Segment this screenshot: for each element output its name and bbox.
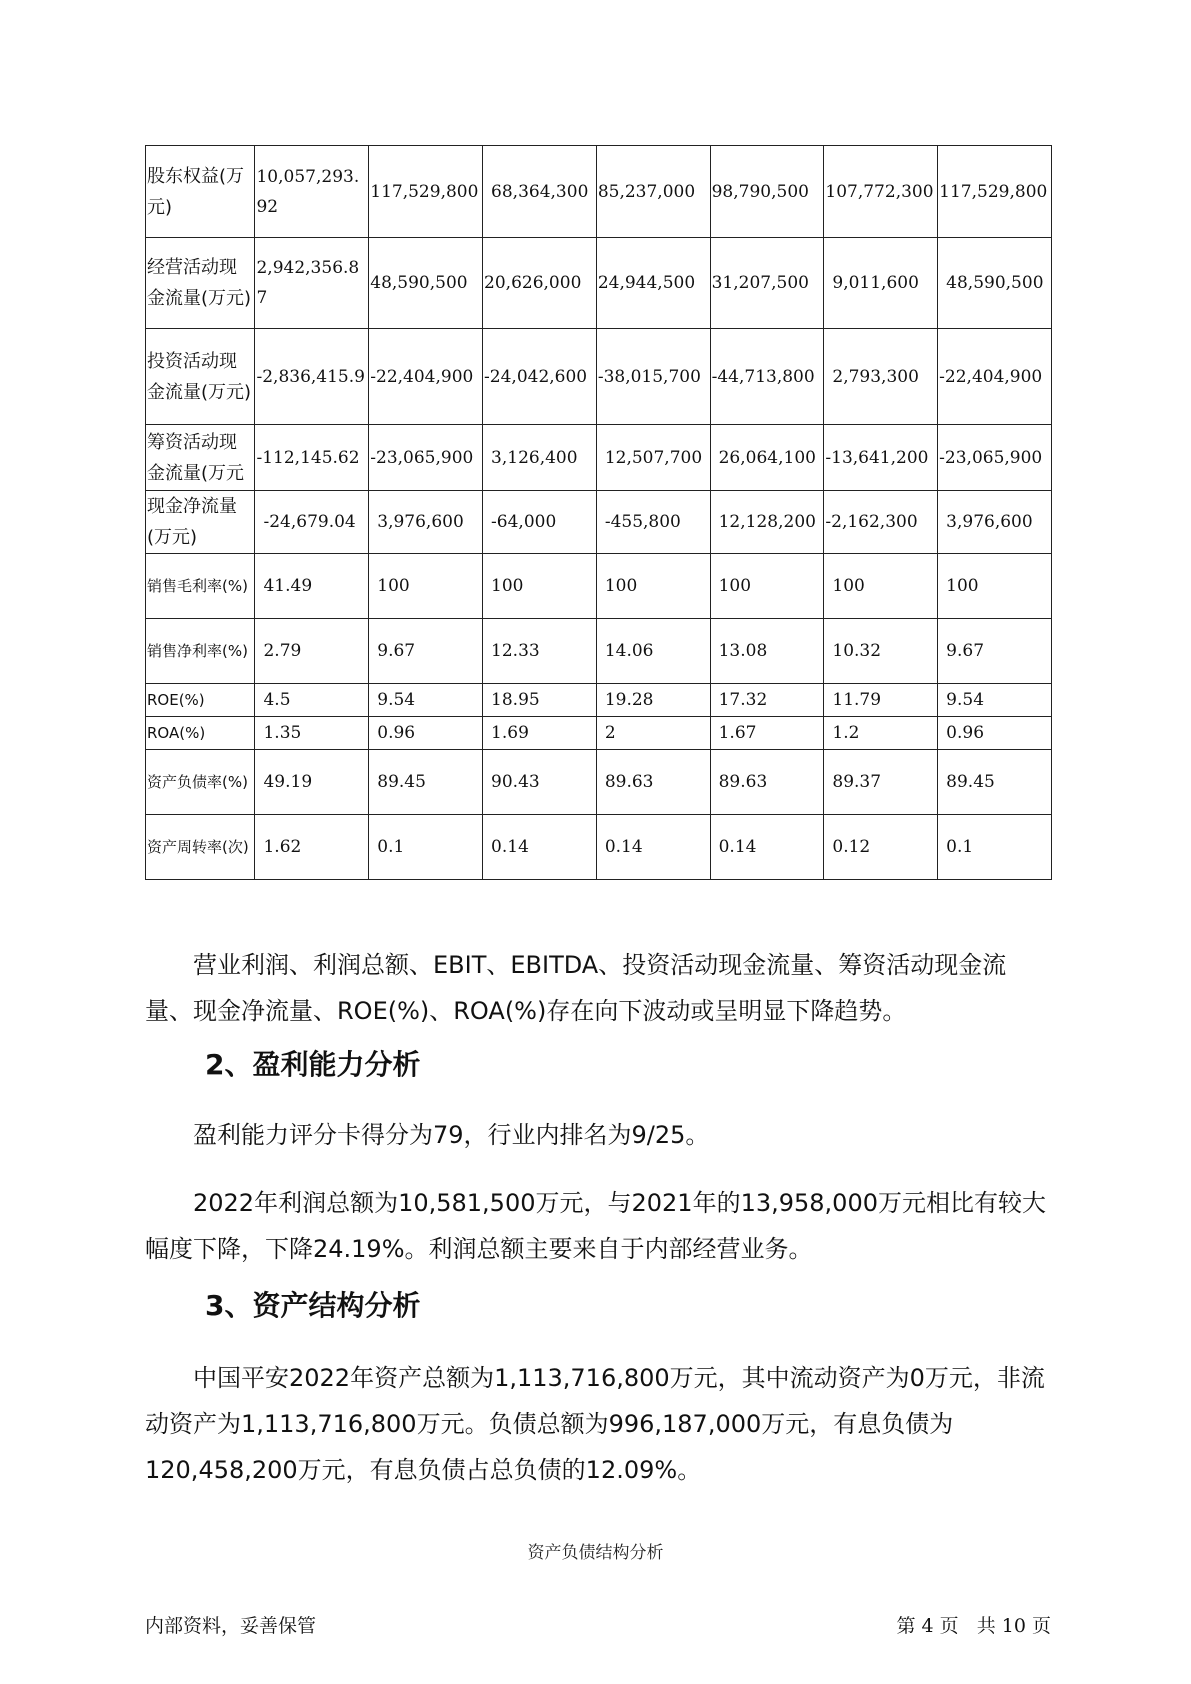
footer-page-number: 第 4 页 共 10 页 [896,1615,1051,1637]
table-cell: 89.45 [938,750,1052,815]
table-cell: 3,976,600 [938,491,1052,554]
table-cell: 9.67 [369,619,483,684]
table-cell: 18.95 [483,684,597,717]
table-cell: 0.14 [710,815,824,880]
table-cell: 9.54 [369,684,483,717]
table-cell: 0.96 [369,717,483,750]
table-cell: 1.62 [255,815,369,880]
table-cell: 1.69 [483,717,597,750]
table-cell: 2 [596,717,710,750]
table-cell: 4.5 [255,684,369,717]
table-cell: 12,507,700 [596,425,710,491]
row-label: 销售净利率(%) [146,619,255,684]
table-cell: 1.2 [824,717,938,750]
table-cell: 89.63 [596,750,710,815]
table-cell: 100 [824,554,938,619]
table-cell: 17.32 [710,684,824,717]
table-cell: 89.63 [710,750,824,815]
table-cell: -2,836,415.9 [255,329,369,425]
table-cell: 31,207,500 [710,238,824,329]
table-cell: 100 [483,554,597,619]
table-cell: 11.79 [824,684,938,717]
table-cell: 89.45 [369,750,483,815]
section-heading-profitability: 2、盈利能力分析 [205,1048,421,1081]
table-cell: -22,404,900 [938,329,1052,425]
row-label: 筹资活动现金流量(万元 [146,425,255,491]
table-cell: 41.49 [255,554,369,619]
table-cell: 14.06 [596,619,710,684]
table-cell: 9,011,600 [824,238,938,329]
table-cell: 12,128,200 [710,491,824,554]
table-cell: 12.33 [483,619,597,684]
asset-structure-paragraph: 中国平安2022年资产总额为1,113,716,800万元，其中流动资产为0万元，非流动资产为1,113,716,800万元。负债总额为996,187,000万元，有息负债为120,458,200万元，有息负债占总负债的12.09%。 [145,1364,1045,1484]
profit-total-paragraph: 2022年利润总额为10,581,500万元，与2021年的13,958,000万元相比有较大幅度下降，下降24.19%。利润总额主要来自于内部经营业务。 [145,1189,1046,1263]
table-cell: 90.43 [483,750,597,815]
section-heading-asset-structure: 3、资产结构分析 [205,1289,421,1322]
row-label: ROE(%) [146,684,255,717]
table-cell: 0.12 [824,815,938,880]
table-row [146,491,1052,554]
table-cell: 89.37 [824,750,938,815]
table-cell: 117,529,800 [369,146,483,238]
table-cell: 0.14 [596,815,710,880]
row-label: 股东权益(万元) [146,146,255,238]
table-cell: 9.67 [938,619,1052,684]
table-row [146,329,1052,425]
table-cell: 0.1 [938,815,1052,880]
table-cell: -44,713,800 [710,329,824,425]
table-row [146,750,1052,815]
table-cell: 68,364,300 [483,146,597,238]
table-cell: 3,976,600 [369,491,483,554]
table-cell: 19.28 [596,684,710,717]
trend-summary-paragraph: 营业利润、利润总额、EBIT、EBITDA、投资活动现金流量、筹资活动现金流量、现金净流量、ROE(%)、ROA(%)存在向下波动或呈明显下降趋势。 [145,951,1007,1025]
table-cell: 48,590,500 [938,238,1052,329]
table-cell: 26,064,100 [710,425,824,491]
table-row [146,238,1052,329]
table-cell: 20,626,000 [483,238,597,329]
row-label: 资产周转率(次) [146,815,255,880]
row-label: 销售毛利率(%) [146,554,255,619]
table-cell: 1.67 [710,717,824,750]
table-cell: 107,772,300 [824,146,938,238]
row-label: ROA(%) [146,717,255,750]
table-cell: 24,944,500 [596,238,710,329]
figure-caption: 资产负债结构分析 [527,1543,664,1563]
footer-confidential-note: 内部资料，妥善保管 [145,1615,317,1637]
table-cell: 117,529,800 [938,146,1052,238]
row-label: 资产负债率(%) [146,750,255,815]
table-cell: -2,162,300 [824,491,938,554]
row-label: 现金净流量(万元) [146,491,255,554]
table-cell: 48,590,500 [369,238,483,329]
table-cell: -64,000 [483,491,597,554]
table-cell: -38,015,700 [596,329,710,425]
row-label: 经营活动现金流量(万元) [146,238,255,329]
table-cell: -23,065,900 [369,425,483,491]
table-cell: -23,065,900 [938,425,1052,491]
table-row [146,717,1052,750]
table-cell: -22,404,900 [369,329,483,425]
table-cell: 100 [369,554,483,619]
table-cell: 0.14 [483,815,597,880]
table-cell: 49.19 [255,750,369,815]
table-cell: 2.79 [255,619,369,684]
table-cell: -24,679.04 [255,491,369,554]
table-row [146,425,1052,491]
table-cell: 13.08 [710,619,824,684]
table-cell: 2,942,356.87 [255,238,369,329]
table-cell: 10.32 [824,619,938,684]
table-cell: 0.96 [938,717,1052,750]
table-cell: 10,057,293.92 [255,146,369,238]
table-cell: 0.1 [369,815,483,880]
table-cell: 85,237,000 [596,146,710,238]
table-cell: 100 [710,554,824,619]
table-cell: -13,641,200 [824,425,938,491]
table-cell: 9.54 [938,684,1052,717]
financial-indicators-table [145,145,1052,880]
table-cell: 98,790,500 [710,146,824,238]
table-cell: -112,145.62 [255,425,369,491]
table-row [146,146,1052,238]
table-cell: 1.35 [255,717,369,750]
table-cell: -24,042,600 [483,329,597,425]
table-row [146,684,1052,717]
table-row [146,554,1052,619]
table-cell: 100 [596,554,710,619]
table-cell: 3,126,400 [483,425,597,491]
table-row [146,619,1052,684]
row-label: 投资活动现金流量(万元) [146,329,255,425]
profitability-score-paragraph: 盈利能力评分卡得分为79，行业内排名为9/25。 [193,1121,710,1149]
table-cell: 100 [938,554,1052,619]
table-cell: 2,793,300 [824,329,938,425]
table-row [146,815,1052,880]
table-cell: -455,800 [596,491,710,554]
